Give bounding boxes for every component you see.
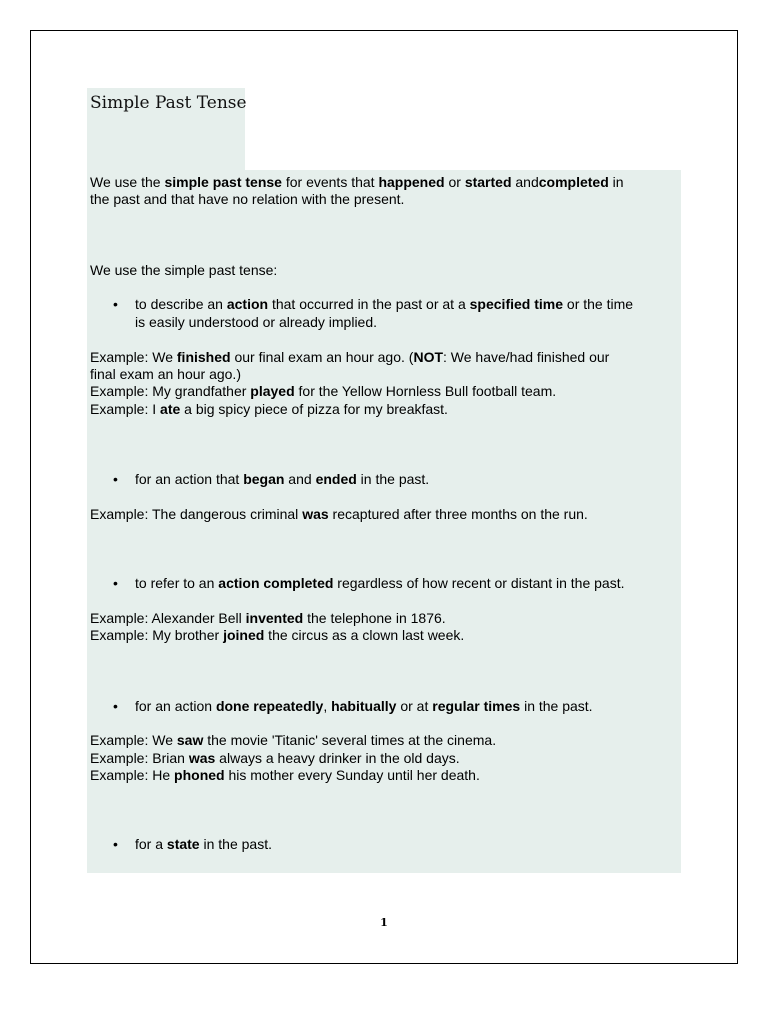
example-4-line-2: Example: Brian was always a heavy drinker in the old days.	[90, 750, 460, 766]
example-3-line-2: Example: My brother joined the circus as a clown last week.	[90, 627, 465, 643]
bullet-marker: •	[113, 575, 118, 591]
bullet-1-line-1: to describe an action that occurred in the past or at a specified time or the time	[135, 296, 634, 312]
bullet-5: for a state in the past.	[135, 836, 272, 852]
bullet-2: for an action that began and ended in the past.	[135, 471, 430, 487]
bullet-1-line-2: is easily understood or already implied.	[135, 314, 378, 330]
example-3-line-1: Example: Alexander Bell invented the telephone in 1876.	[90, 610, 446, 626]
bullet-marker: •	[113, 296, 118, 312]
lead-sentence: We use the simple past tense:	[90, 262, 278, 278]
intro-line-2: the past and that have no relation with the present.	[90, 191, 405, 207]
example-1-line-4: Example: I ate a big spicy piece of pizza for my breakfast.	[90, 401, 448, 417]
example-2: Example: The dangerous criminal was recaptured after three months on the run.	[90, 506, 588, 522]
bullet-marker: •	[113, 836, 118, 852]
document-title: Simple Past Tense	[90, 93, 247, 113]
bullet-marker: •	[113, 698, 118, 714]
example-4-line-1: Example: We saw the movie 'Titanic' several times at the cinema.	[90, 732, 497, 748]
example-1-line-1: Example: We finished our final exam an hour ago. (NOT: We have/had finished our	[90, 349, 610, 365]
example-1-line-3: Example: My grandfather played for the Yellow Hornless Bull football team.	[90, 383, 557, 399]
bullet-3: to refer to an action completed regardless of how recent or distant in the past.	[135, 575, 625, 591]
example-4-line-3: Example: He phoned his mother every Sunday until her death.	[90, 767, 480, 783]
page-number: 1	[380, 916, 388, 929]
intro-line-1: We use the simple past tense for events that happened or started andcompleted in	[90, 174, 624, 190]
example-1-line-2: final exam an hour ago.)	[90, 366, 241, 382]
bullet-marker: •	[113, 471, 118, 487]
bullet-4: for an action done repeatedly, habitually or at regular times in the past.	[135, 698, 593, 714]
